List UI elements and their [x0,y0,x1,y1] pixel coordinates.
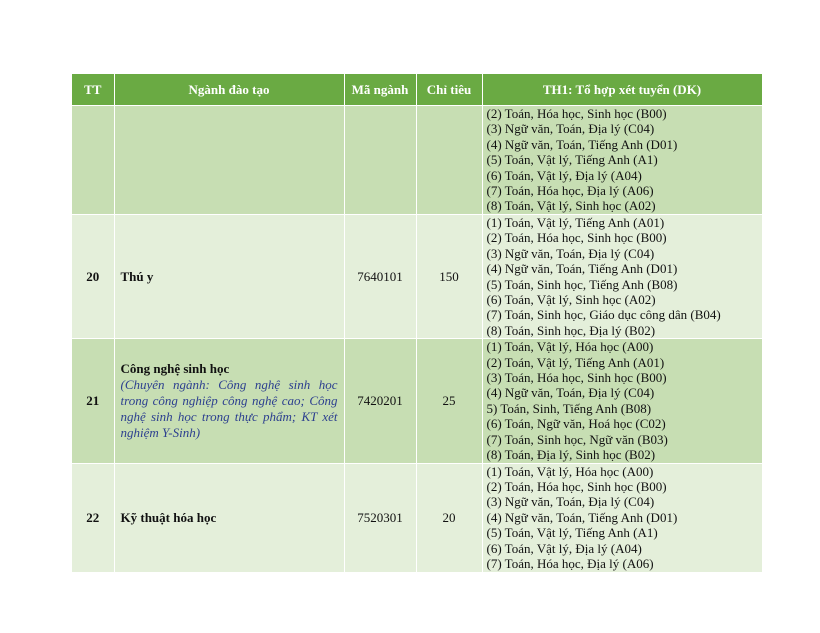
table-row [72,215,762,339]
combination-item: (5) Toán, Sinh học, Tiếng Anh (B08) [486,276,678,292]
row-number [72,106,114,215]
major-name-cell [114,215,344,339]
header-major-name: Ngành đào tạo [114,74,344,106]
combination-item: (6) Toán, Vật lý, Địa lý (A04) [486,540,642,556]
table-row [72,463,762,572]
combination-item: (5) Toán, Vật lý, Tiếng Anh (A1) [486,525,658,541]
quota [416,106,482,215]
combination-item: (1) Toán, Vật lý, Hóa học (A00) [486,339,654,355]
combination-item: (6) Toán, Ngữ văn, Hoá học (C02) [486,416,666,432]
major-name: Kỹ thuật hóa học [120,509,217,525]
table-row [72,106,762,215]
combination-item: (2) Toán, Vật lý, Tiếng Anh (A01) [486,354,665,370]
combination-item: (8) Toán, Vật lý, Sinh học (A02) [486,198,656,214]
major-name: Công nghệ sinh học [120,360,230,376]
major-code: 7640101 [344,215,416,339]
combination-item: (1) Toán, Vật lý, Tiếng Anh (A01) [486,215,665,230]
table-row [72,339,762,463]
row-number: 20 [72,215,114,339]
major-code [344,106,416,215]
quota: 150 [416,215,482,339]
combination-item: (3) Ngữ văn, Toán, Địa lý (C04) [486,121,655,137]
combinations-cell [482,215,762,339]
admission-table [72,74,763,573]
combination-item: (6) Toán, Vật lý, Địa lý (A04) [486,167,642,183]
combinations-cell [482,463,762,572]
combination-item: (1) Toán, Vật lý, Hóa học (A00) [486,463,654,479]
combination-item: (2) Toán, Hóa học, Sinh học (B00) [486,478,667,494]
combination-item: (3) Toán, Hóa học, Sinh học (B00) [486,370,667,386]
major-name-cell [114,106,344,215]
combination-item: (8) Toán, Địa lý, Sinh học (B02) [486,447,656,463]
major-name: Thú y [120,268,154,284]
combination-item: (4) Ngữ văn, Toán, Tiếng Anh (D01) [486,261,678,277]
combinations-cell [482,339,762,463]
combination-item: (2) Toán, Hóa học, Sinh học (B00) [486,230,667,246]
combination-item: 5) Toán, Sinh, Tiếng Anh (B08) [486,400,652,416]
combination-item: (4) Ngữ văn, Toán, Tiếng Anh (D01) [486,136,678,152]
row-number: 22 [72,463,114,572]
combination-item: (3) Ngữ văn, Toán, Địa lý (C04) [486,245,655,261]
combination-item: (8) Toán, Sinh học, Địa lý (B02) [486,322,656,338]
major-name-cell [114,463,344,572]
combination-item: (7) Toán, Sinh học, Ngữ văn (B03) [486,431,668,447]
combination-item: (7) Toán, Hóa học, Địa lý (A06) [486,555,654,571]
combination-item: (4) Ngữ văn, Toán, Địa lý (C04) [486,385,655,401]
combination-item: (6) Toán, Vật lý, Sinh học (A02) [486,292,656,308]
combination-item: (7) Toán, Sinh học, Giáo dục công dân (B04) [486,307,721,323]
combination-item: (3) Ngữ văn, Toán, Địa lý (C04) [486,494,655,510]
combination-item: (4) Ngữ văn, Toán, Tiếng Anh (D01) [486,509,678,525]
row-number: 21 [72,339,114,463]
major-name-cell [114,339,344,463]
major-specializations: (Chuyên ngành: Công nghệ sinh học trong công nghiệp công nghệ cao; Công nghệ sinh học trong thực phẩm; KT xét nghiệm Y-Sinh) [120,376,338,440]
combination-item: (5) Toán, Vật lý, Tiếng Anh (A1) [486,152,658,168]
combination-item: (7) Toán, Hóa học, Địa lý (A06) [486,183,654,199]
combination-item: (2) Toán, Hóa học, Sinh học (B00) [486,106,667,121]
quota: 20 [416,463,482,572]
combinations-cell [482,106,762,215]
header-tt: TT [72,74,114,106]
header-quota: Chỉ tiêu [416,74,482,106]
header-combinations: TH1: Tổ hợp xét tuyển (DK) [482,74,762,106]
header-major-code: Mã ngành [344,74,416,106]
major-code: 7520301 [344,463,416,572]
quota: 25 [416,339,482,463]
major-code: 7420201 [344,339,416,463]
header-row [72,74,762,106]
